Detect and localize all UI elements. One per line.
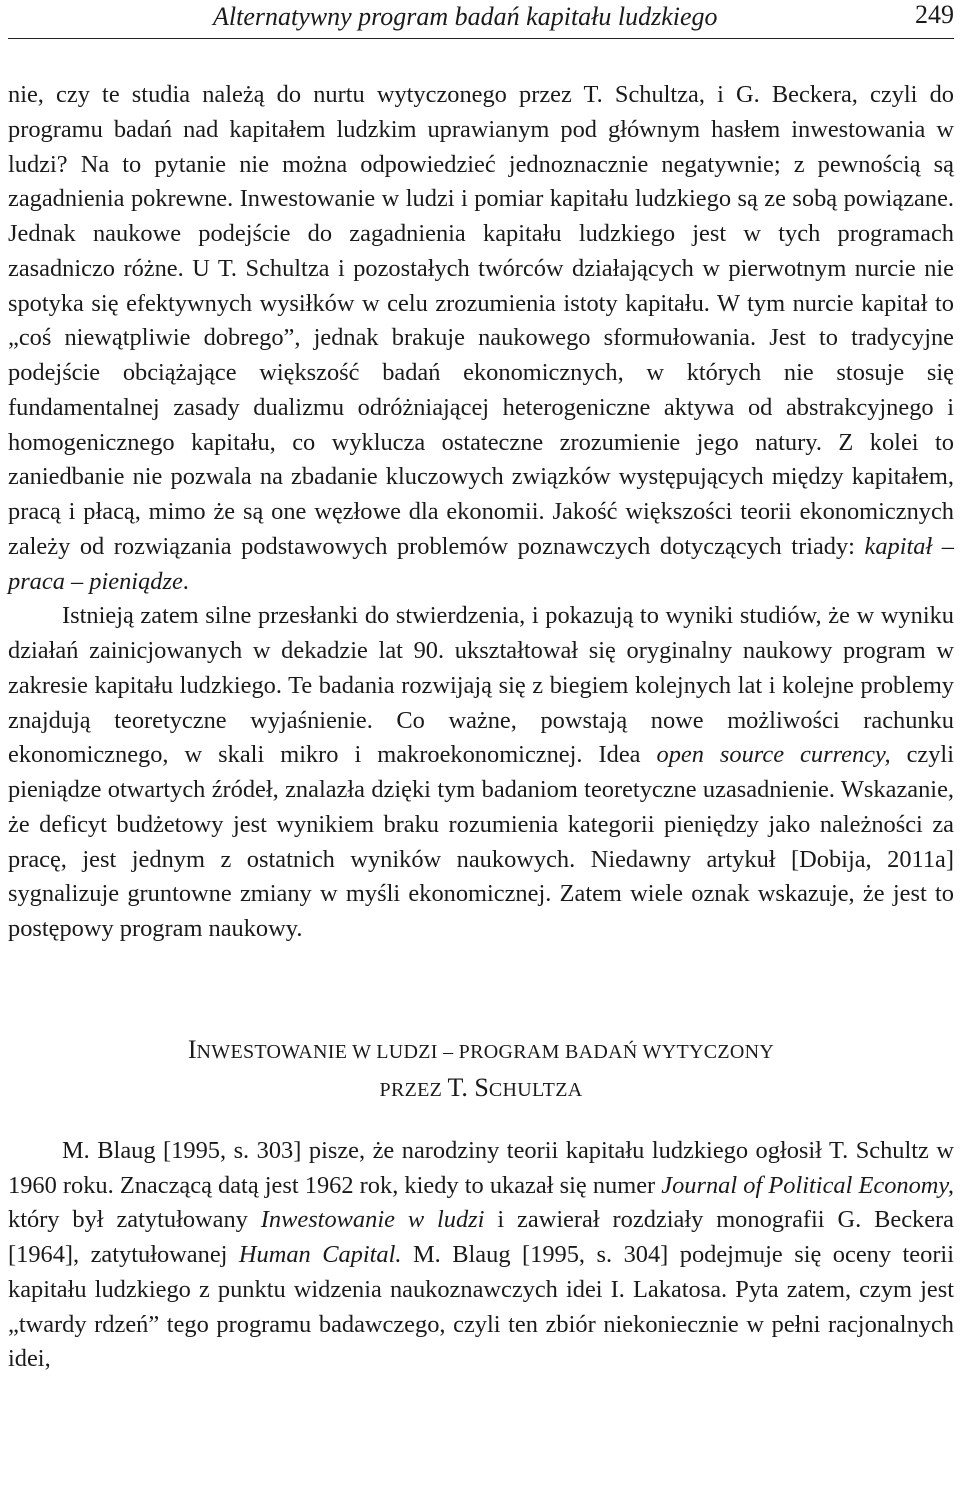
section-heading-initial: I — [187, 1034, 197, 1064]
paragraph-3-text-2: który był zatytułowany — [8, 1206, 261, 1234]
running-header — [8, 0, 954, 39]
paragraph-3 — [8, 1134, 954, 1377]
journal-title: Journal of Political Economy, — [661, 1171, 954, 1199]
page-number: 249 — [915, 0, 954, 29]
paragraph-3-text-4: M. Blaug [1995, s. 304] podejmuje się oceny teorii kapitału ludzkiego z punktu widzenia naukoznawczych idei I. Lakatosa. Pyta zatem, czym jest „twardy rdzeń” tego programu badawczego, czyli ten zbiór niekoniecznie w pełni racjonalnych idei, — [8, 1241, 954, 1373]
section-spacer — [8, 947, 954, 1032]
paragraph-3-text-3: i zawierał rozdziały monografii G. Beckera [1964], zatytułowanej — [8, 1206, 954, 1268]
section-heading-line-1 — [8, 1032, 954, 1070]
paragraph-1 — [8, 78, 954, 599]
running-title: Alternatywny program badań kapitału ludzkiego — [213, 2, 718, 31]
paragraph-1-end: . — [182, 567, 189, 595]
open-source-currency-term: open source currency, — [656, 741, 891, 769]
section-heading-name-initial: T. S — [447, 1072, 489, 1102]
heading-spacer — [8, 1108, 954, 1134]
section-heading-line-2 — [8, 1070, 954, 1108]
paragraph-2-text: Istnieją zatem silne przesłanki do stwierdzenia, i pokazują to wyniki studiów, że w wyniku działań zainicjowanych w dekadzie lat 90. ukształtował się oryginalny naukowy program w zakresie kapitału ludzkiego. Te badania rozwijają się z biegiem kolejnych lat i kolejne problemy znajdują teoretyczne wyjaśnienie. Co ważne, powstają nowe możliwości rachunku ekonomicznego, w skali mikro i makroekonomicznej. Idea — [8, 602, 954, 769]
triad-term: kapitał – praca – pieniądze — [8, 532, 954, 595]
monograph-title: Human Capital. — [238, 1241, 402, 1268]
paragraph-1-text: nie, czy te studia należą do nurtu wytyczonego przez T. Schultza, i G. Beckera, czyli do programu badań nad kapitałem ludzkim uprawianym pod głównym hasłem inwestowania w ludzi? Na to pytanie nie można odpowiedzieć jednoznacznie negatywnie; z pewnością są zagadnienia pokrewne. Inwestowanie w ludzi i pomiar kapitału ludzkiego są ze sobą powiązane. Jednak naukowe podejście do zagadnienia kapitału ludzkiego jest w tych programach zasadniczo różne. U T. Schultza i pozostałych twórców działających w pierwotnym nurcie nie spotyka się efektywnych wysiłków w celu zrozumienia istoty kapitału. W tym nurcie kapitał to „coś niewątpliwie dobrego”, jednak brakuje naukowego sformułowania. Jest to tradycyjne podejście obciążające większość badań ekonomicznych, w których nie stosuje się fundamentalnej zasady dualizmu odróżniającej heterogeniczne aktywa od abstrakcyjnego i homogenicznego kapitału, co wyklucza ostateczne zrozumienie jego natury. Z kolei to zaniedbanie nie pozwala na zbadanie kluczowych związków występujących między kapitałem, pracą i płacą, mimo że są one węzłowe dla ekonomii. Jakość większości teorii ekonomicznych zależy od rozwiązania podstawowych problemów poznawczych dotyczących triady: — [8, 81, 954, 560]
section-heading-przez: PRZEZ — [379, 1078, 448, 1101]
paragraph-2-text-end: czyli pieniądze otwartych źródeł, znalazła dzięki tym badaniom teoretyczne uzasadnienie. Wskazanie, że deficyt budżetowy jest wynikiem braku rozumienia kategorii pieniędzy jako należności za pracę, jest jednym z ostatnich wyników naukowych. Niedawny artykuł [Dobija, 2011a] sygnalizuje gruntowne zmiany w myśli ekonomicznej. Zatem wiele oznak wskazuje, że jest to postępowy program naukowy. — [8, 741, 954, 942]
issue-title: Inwestowanie w ludzi — [260, 1206, 485, 1234]
paragraph-3-text: M. Blaug [1995, s. 303] pisze, że narodziny teorii kapitału ludzkiego ogłosił T. Schultz w 1960 roku. Znaczącą datą jest 1962 rok, kiedy to ukazał się numer — [8, 1136, 954, 1199]
section-heading-name-rest: CHULTZA — [488, 1078, 583, 1101]
paragraph-2 — [8, 599, 954, 947]
body-text — [8, 78, 954, 1377]
section-heading-rest: NWESTOWANIE W LUDZI – PROGRAM BADAŃ WYTYCZONY — [196, 1040, 775, 1063]
